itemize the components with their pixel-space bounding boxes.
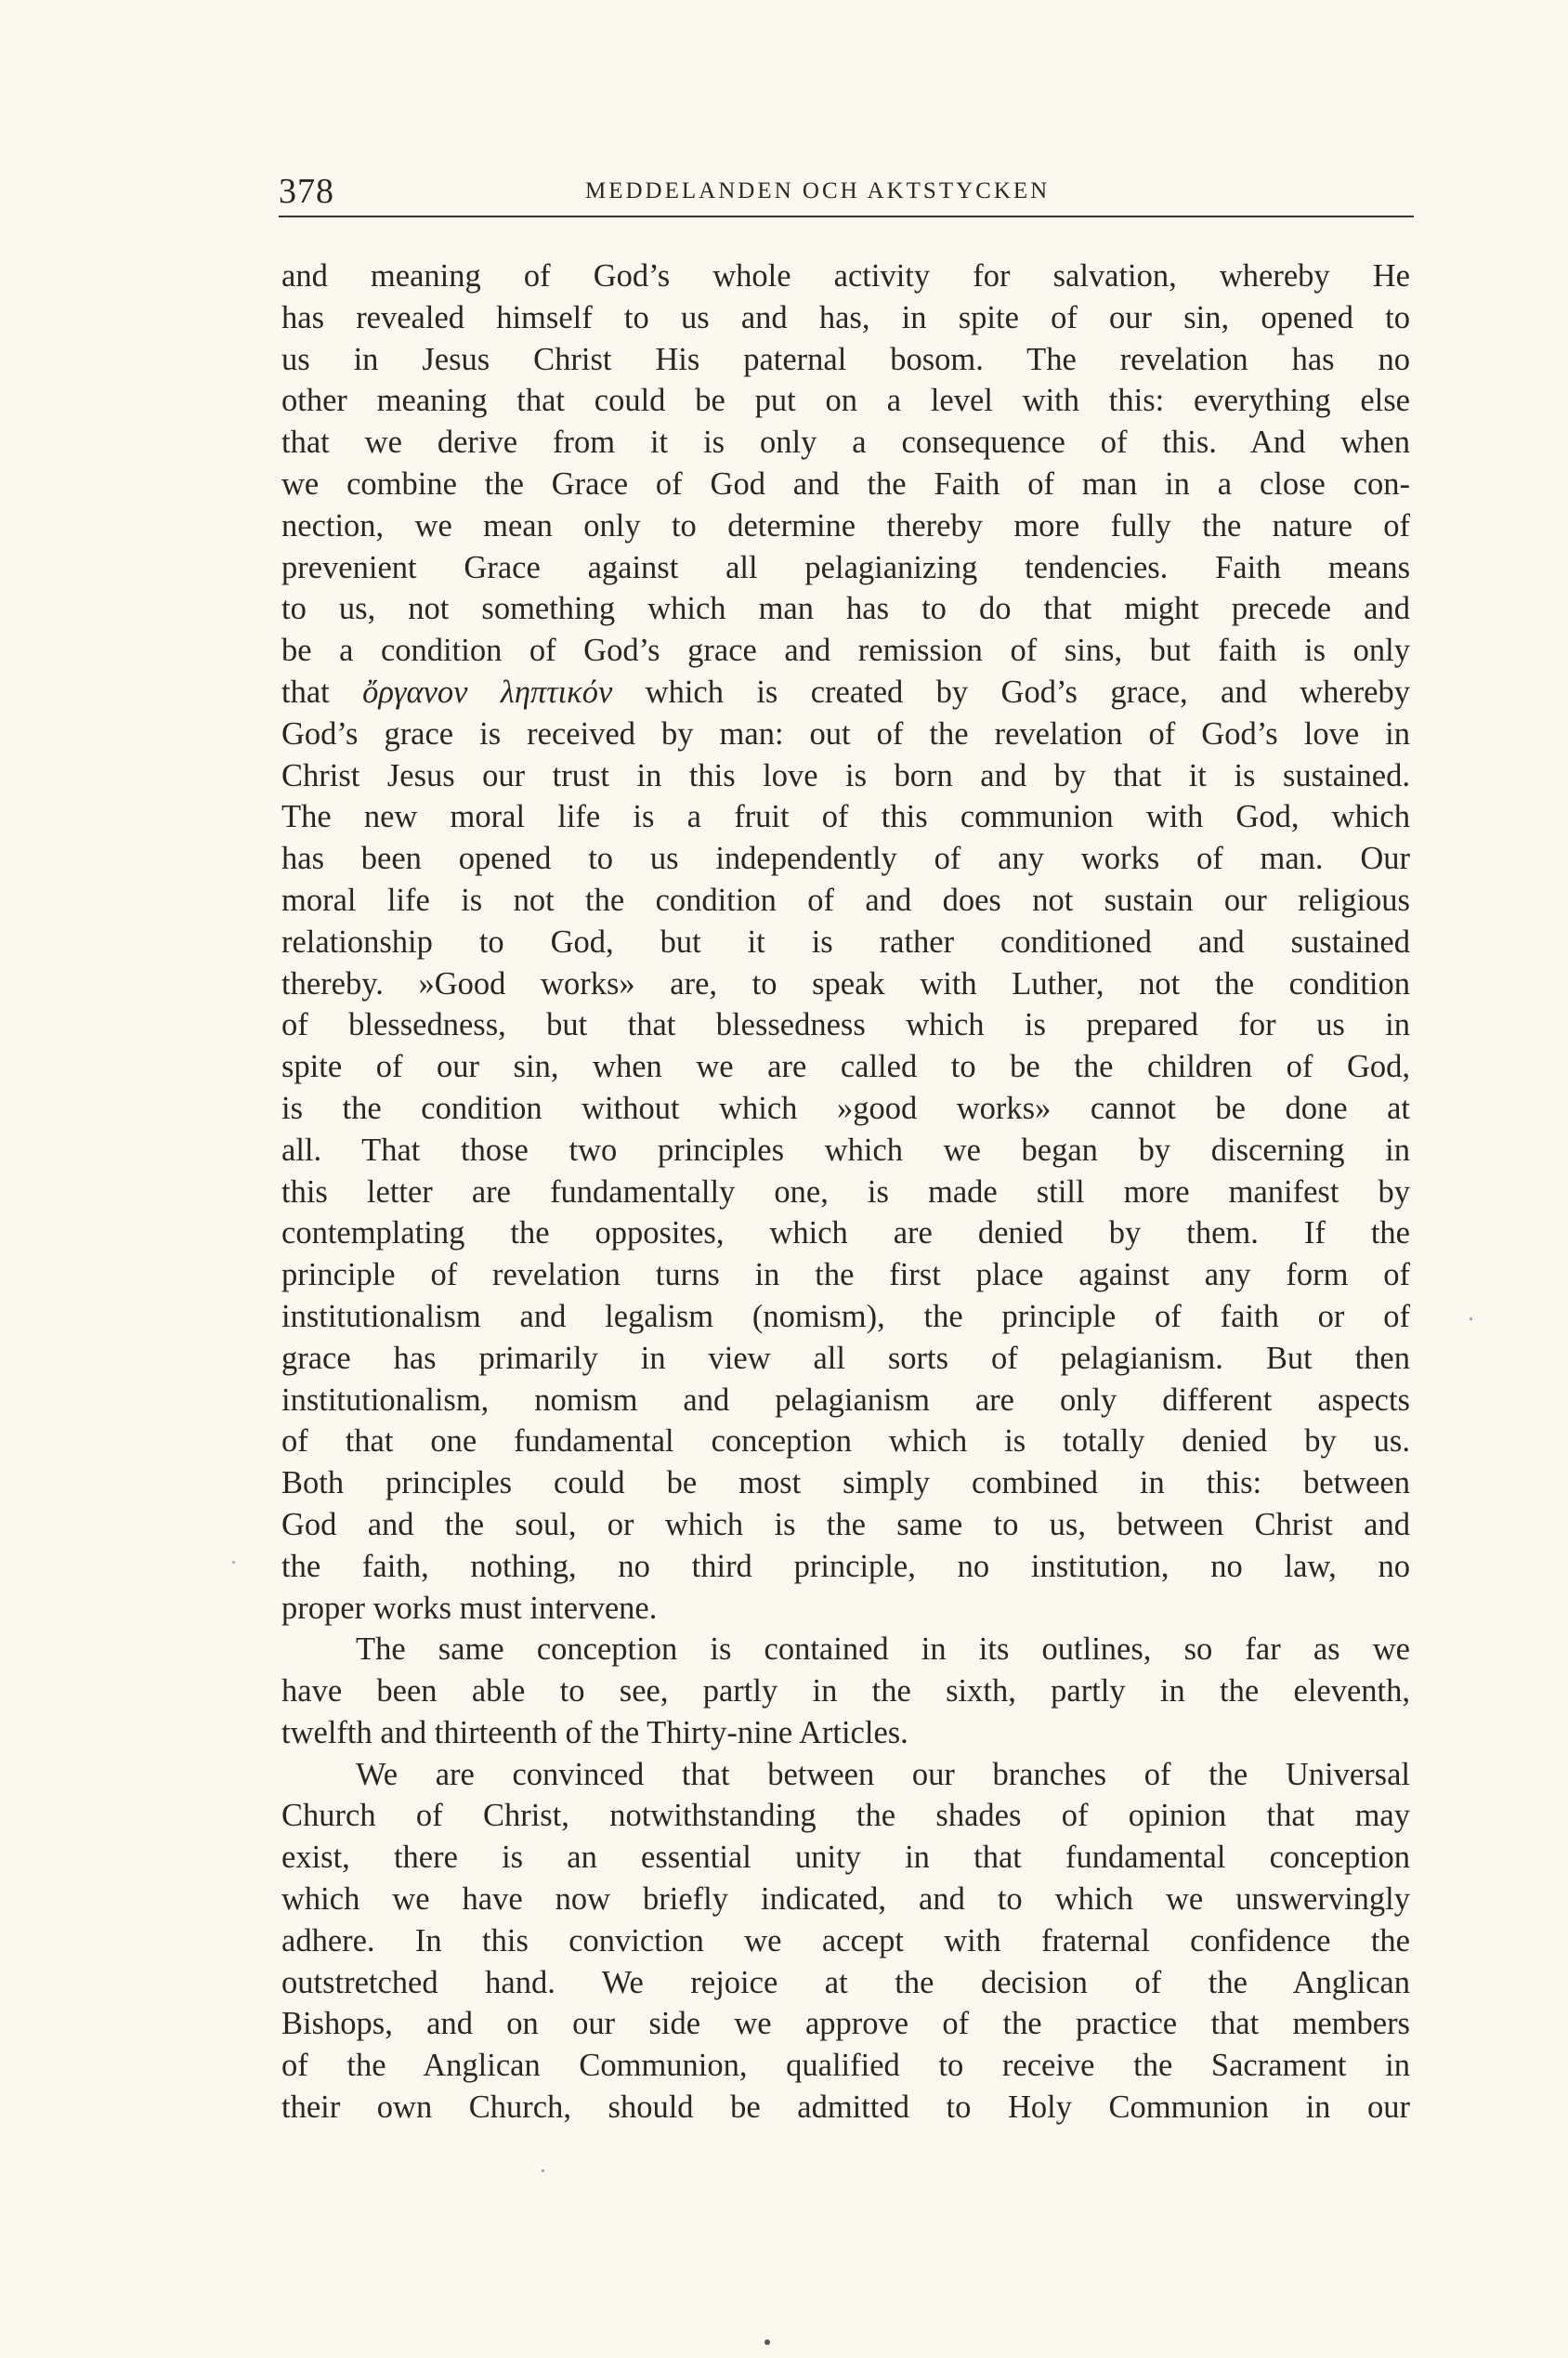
text-line: is the condition without which »good works» cannot be done at [281,1090,1410,1126]
text-line: this letter are fundamentally one, is made still more manifest by [281,1173,1410,1210]
text-line: Church of Christ, notwithstanding the shades of opinion that may [281,1798,1410,1834]
text-line: nection, we mean only to determine thereby more fully the nature of [281,507,1410,544]
text-line: other meaning that could be put on a level with this: everything else [281,383,1410,419]
text-line: outstretched hand. We rejoice at the decision of the Anglican [281,1964,1410,2000]
paper-speck [542,2169,544,2172]
text-line: us in Jesus Christ His paternal bosom. The revelation has no [281,341,1410,377]
text-line: to us, not something which man has to do that might precede and [281,591,1410,627]
text-line: Both principles could be most simply combined in this: between [281,1465,1410,1501]
text-line: of blessedness, but that blessedness which is prepared for us in [281,1007,1410,1043]
page-header [279,167,1414,214]
text-line: institutionalism, nomism and pelagianism are only different aspects [281,1382,1410,1418]
text-line: grace has primarily in view all sorts of pelagianism. But then [281,1340,1410,1376]
text-line: the faith, nothing, no third principle, no institution, no law, no [281,1548,1410,1584]
text-line: institutionalism and legalism (nomism), the principle of faith or of [281,1298,1410,1334]
paper-speck [232,1561,235,1564]
running-head: MEDDELANDEN OCH AKTSTYCKEN [585,178,1051,203]
text-line: of that one fundamental conception which is totally denied by us. [281,1423,1410,1460]
text-line: adhere. In this conviction we accept with fraternal confidence the [281,1922,1410,1958]
text-line: Bishops, and on our side we approve of the practice that members [281,2006,1410,2042]
text-line: relationship to God, but it is rather conditioned and sustained [281,924,1410,960]
text-line: of the Anglican Communion, qualified to receive the Sacrament in [281,2048,1410,2084]
body-text [281,255,1410,2129]
text-line: The same conception is contained in its outlines, so far as we [356,1631,1410,1668]
text-line: all. That those two principles which we began by discerning in [281,1132,1410,1168]
text-line: be a condition of God’s grace and remission of sins, but faith is only [281,633,1410,669]
page-number: 378 [279,172,334,211]
paper-speck [764,2339,770,2345]
text-line: moral life is not the condition of and does not sustain our religious [281,882,1410,918]
text-line: thereby. »Good works» are, to speak with Luther, not the condition [281,965,1410,1002]
text-line: and meaning of God’s whole activity for salvation, whereby He [281,258,1410,294]
text-line: contemplating the opposites, which are denied by them. If the [281,1215,1410,1251]
text-line: Christ Jesus our trust in this love is born and by that it is sustained. [281,757,1410,793]
text-line: twelfth and thirteenth of the Thirty-nine Articles. [281,1714,908,1750]
text-line: spite of our sin, when we are called to be the children of God, [281,1049,1410,1085]
text-line: proper works must intervene. [281,1590,658,1626]
header-rule [279,216,1414,217]
text-line: prevenient Grace against all pelagianizing tendencies. Faith means [281,549,1410,585]
text-line: have been able to see, partly in the sixth, partly in the eleventh, [281,1673,1410,1710]
greek-phrase: ὄργανον ληπτικόν [362,674,613,710]
text-line: We are convinced that between our branches of the Universal [356,1756,1410,1792]
text-line: exist, there is an essential unity in that fundamental conception [281,1840,1410,1876]
text-line: God’s grace is received by man: out of the revelation of God’s love in [281,715,1410,752]
text-line: principle of revelation turns in the first place against any form of [281,1257,1410,1293]
text-line: their own Church, should be admitted to Holy Communion in our [281,2089,1410,2126]
text-line: that we derive from it is only a consequence of this. And when [281,425,1410,461]
text-line: that ὄργανον ληπτικόν which is created by God’s grace, and whereby [281,674,1410,710]
text-line: has been opened to us independently of any works of man. Our [281,841,1410,877]
text-line: which we have now briefly indicated, and to which we unswervingly [281,1881,1410,1918]
text-line: has revealed himself to us and has, in spite of our sin, opened to [281,299,1410,335]
text-line: God and the soul, or which is the same to us, between Christ and [281,1506,1410,1542]
paper-speck [1470,1317,1472,1320]
text-line: we combine the Grace of God and the Faith of man in a close con- [281,465,1410,502]
text-line: The new moral life is a fruit of this communion with God, which [281,799,1410,835]
